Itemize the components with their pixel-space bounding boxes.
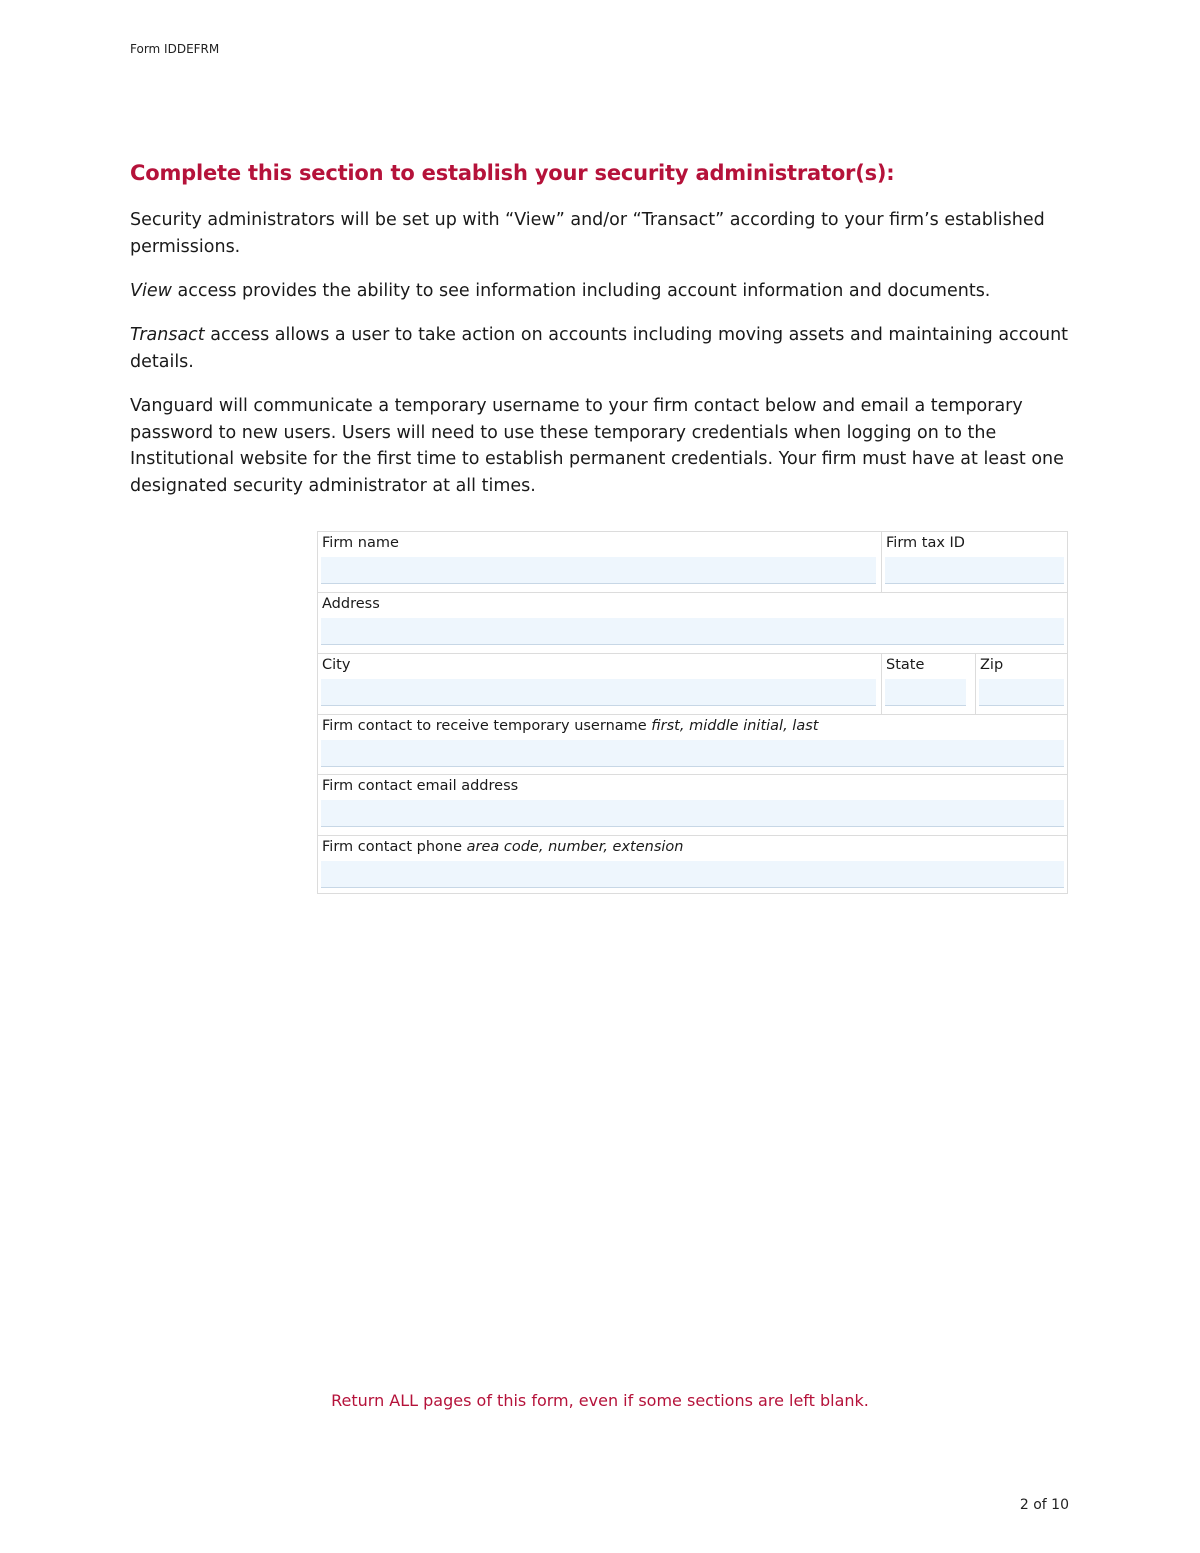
page-number: 2 of 10 [1019,1497,1069,1513]
view-term: View [130,281,172,301]
zip-input[interactable] [979,679,1064,706]
zip-label: Zip [980,657,1004,673]
firm-info-form [317,531,1068,894]
view-description: access provides the ability to see information including account information and documents. [171,281,991,301]
row-contact-phone [318,835,1067,893]
firm-tax-id-input[interactable] [885,557,1064,584]
contact-email-label: Firm contact email address [322,778,519,794]
cell-firm-name [318,532,881,592]
address-label: Address [322,596,380,612]
row-firm [318,532,1067,592]
row-contact-name [318,714,1067,774]
contact-phone-input[interactable] [321,861,1064,888]
cell-city [318,654,881,714]
cell-contact-name [318,715,1069,774]
contact-phone-label-text: Firm contact phone [322,839,467,855]
contact-name-label-text: Firm contact to receive temporary username [322,718,652,734]
transact-access-paragraph [130,322,1080,375]
contact-name-input[interactable] [321,740,1064,767]
cell-zip [975,654,1069,714]
footer-note: Return ALL pages of this form, even if some sections are left blank. [331,1391,869,1410]
state-label: State [886,657,925,673]
transact-description: access allows a user to take action on accounts including moving assets and maintaining account details. [130,325,1069,372]
row-city-state-zip [318,653,1067,714]
form-id: Form IDDEFRM [130,42,220,56]
cell-address [318,593,1069,653]
firm-name-input[interactable] [321,557,876,584]
contact-phone-label [322,839,684,855]
state-input[interactable] [885,679,966,706]
section-heading: Complete this section to establish your security administrator(s): [130,161,895,185]
address-input[interactable] [321,618,1064,645]
transact-term: Transact [130,325,205,345]
city-label: City [322,657,351,673]
contact-name-label [322,718,818,734]
contact-name-hint: first, middle initial, last [651,718,819,734]
intro-paragraph: Security administrators will be set up with “View” and/or “Transact” according to your firm’s established permissions. [130,210,1045,257]
cell-state [881,654,975,714]
cell-contact-phone [318,836,1069,893]
credentials-paragraph: Vanguard will communicate a temporary username to your firm contact below and email a temporary password to new users. Users will need to use these temporary credentials when logging on to the Institutional website for the first time to establish permanent credentials. Your firm must have at least one designated security administrator at all times. [130,396,1064,496]
firm-tax-id-label: Firm tax ID [886,535,965,551]
cell-firm-tax-id [881,532,1069,592]
city-input[interactable] [321,679,876,706]
contact-phone-hint: area code, number, extension [466,839,684,855]
view-access-paragraph [130,278,1080,305]
cell-contact-email [318,775,1069,835]
row-address [318,592,1067,653]
contact-email-input[interactable] [321,800,1064,827]
firm-name-label: Firm name [322,535,399,551]
row-contact-email [318,774,1067,835]
